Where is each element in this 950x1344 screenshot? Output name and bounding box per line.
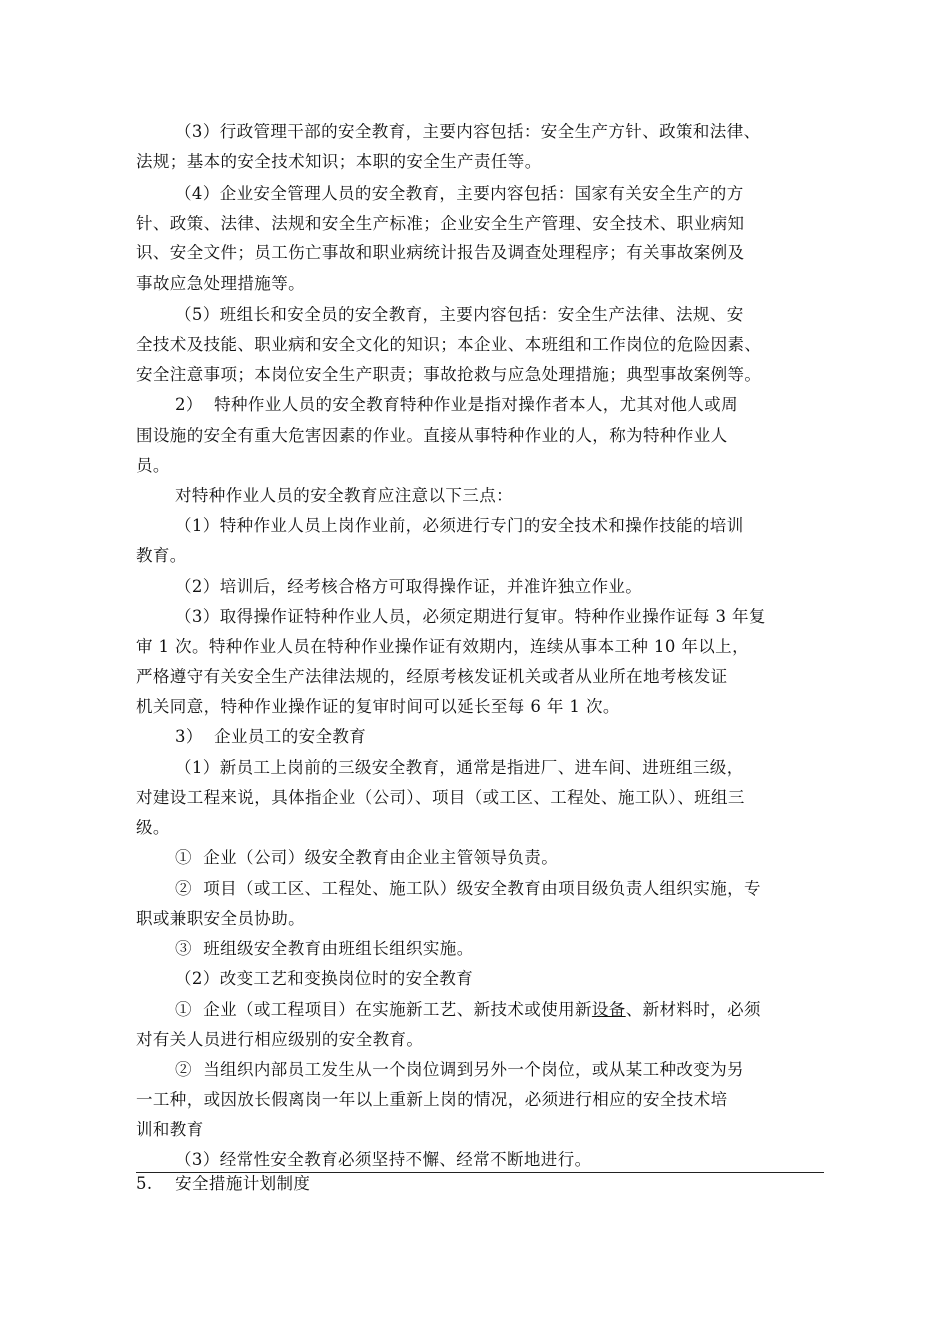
paragraph-line: 训和教育 [136, 1120, 204, 1139]
paragraph-line: （3）经常性安全教育必须坚持不懈、经常不断地进行。 [175, 1150, 592, 1169]
paragraph-line: 事故应急处理措施等。 [136, 274, 305, 293]
paragraph-line: （1）特种作业人员上岗作业前，必须进行专门的安全技术和操作技能的培训 [175, 516, 744, 535]
paragraph-line: （4）企业安全管理人员的安全教育，主要内容包括：国家有关安全生产的方 [175, 184, 744, 203]
paragraph-line: 2） 特种作业人员的安全教育特种作业是指对操作者本人，尤其对他人或周 [175, 395, 738, 414]
paragraph-line: 围设施的安全有重大危害因素的作业。直接从事特种作业的人，称为特种作业人 [136, 426, 728, 445]
paragraph-line: （2）改变工艺和变换岗位时的安全教育 [175, 969, 474, 988]
paragraph-line: 3） 企业员工的安全教育 [175, 727, 367, 746]
paragraph-line: ③ 班组级安全教育由班组长组织实施。 [175, 939, 474, 958]
line-text-end: 、新材料时，必须 [625, 1000, 761, 1019]
paragraph-line [175, 1000, 761, 1020]
paragraph-line: （2）培训后，经考核合格方可取得操作证，并准许独立作业。 [175, 577, 643, 596]
paragraph-line: ① 企业（公司）级安全教育由企业主管领导负责。 [175, 848, 559, 867]
line-text-start: ① 企业（或工程项目）在实施新工艺、新技术或使用新 [175, 1000, 592, 1019]
paragraph-line: 教育。 [136, 546, 187, 565]
paragraph-line: 机关同意，特种作业操作证的复审时间可以延长至每 6 年 1 次。 [136, 697, 620, 716]
paragraph-line: （5）班组长和安全员的安全教育，主要内容包括：安全生产法律、法规、安 [175, 305, 744, 324]
paragraph-line: ② 项目（或工区、工程处、施工队）级安全教育由项目级负责人组织实施，专 [175, 879, 761, 898]
paragraph-line: 严格遵守有关安全生产法律法规的，经原考核发证机关或者从业所在地考核发证 [136, 667, 728, 686]
paragraph-line: 安全注意事项；本岗位安全生产职责；事故抢救与应急处理措施；典型事故案例等。 [136, 365, 762, 384]
paragraph-line: 职或兼职安全员协助。 [136, 909, 305, 928]
paragraph-line: 针、政策、法律、法规和安全生产标准；企业安全生产管理、安全技术、职业病知 [136, 214, 745, 233]
paragraph-line: 一工种，或因放长假离岗一年以上重新上岗的情况，必须进行相应的安全技术培 [136, 1090, 728, 1109]
paragraph-line: 审 1 次。特种作业人员在特种作业操作证有效期内，连续从事本工种 10 年以上， [136, 637, 749, 656]
paragraph-line: （1）新员工上岗前的三级安全教育，通常是指进厂、进车间、进班组三级， [175, 758, 744, 777]
paragraph-line: 法规；基本的安全技术知识；本职的安全生产责任等。 [136, 152, 542, 171]
paragraph-line: 对特种作业人员的安全教育应注意以下三点： [175, 486, 513, 505]
equipment-link[interactable]: 设备 [591, 1000, 626, 1019]
paragraph-line: （3）取得操作证特种作业人员，必须定期进行复审。特种作业操作证每 3 年复 [175, 607, 766, 626]
horizontal-rule [136, 1172, 824, 1173]
paragraph-line: 对有关人员进行相应级别的安全教育。 [136, 1030, 424, 1049]
paragraph-line: 识、安全文件；员工伤亡事故和职业病统计报告及调查处理程序；有关事故案例及 [136, 243, 745, 262]
paragraph-line: 对建设工程来说，具体指企业（公司）、项目（或工区、工程处、施工队）、班组三 [136, 788, 745, 807]
paragraph-line: 员。 [136, 456, 170, 475]
paragraph-line: （3）行政管理干部的安全教育，主要内容包括：安全生产方针、政策和法律、 [175, 122, 761, 141]
paragraph-line: 全技术及技能、职业病和安全文化的知识；本企业、本班组和工作岗位的危险因素、 [136, 335, 762, 354]
paragraph-line: ② 当组织内部员工发生从一个岗位调到另外一个岗位，或从某工种改变为另 [175, 1060, 744, 1079]
section-heading: 5. 安全措施计划制度 [136, 1174, 311, 1193]
paragraph-line: 级。 [136, 818, 170, 837]
